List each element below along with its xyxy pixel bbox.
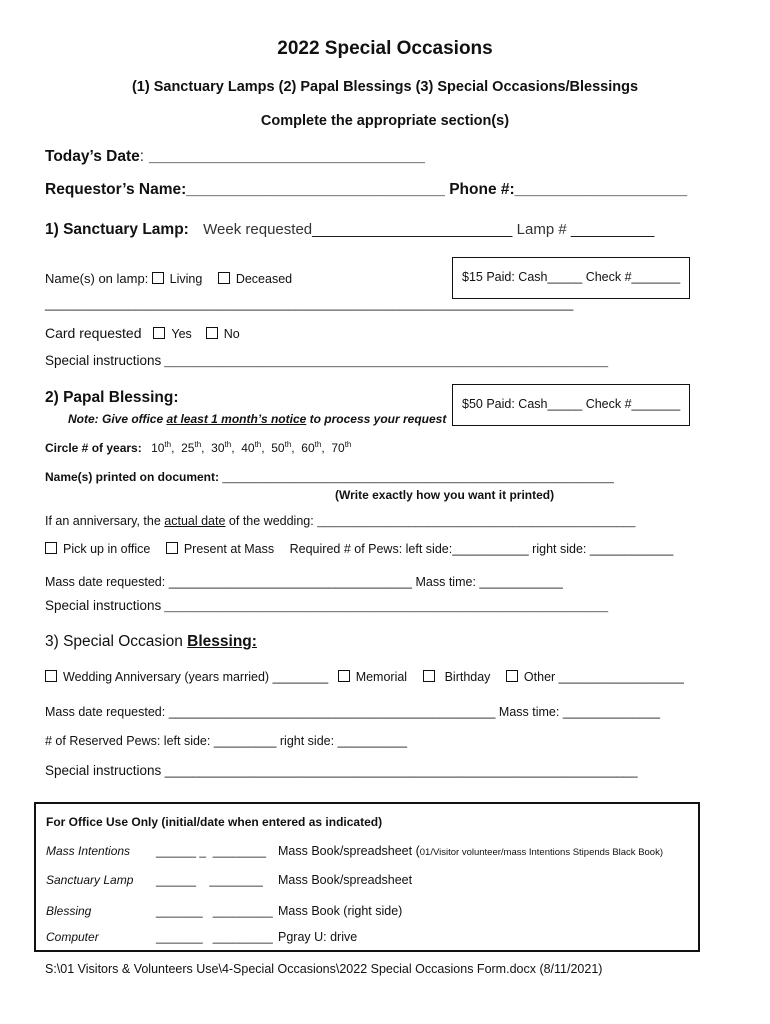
year-option[interactable]: 60: [301, 441, 315, 455]
card-yes-checkbox[interactable]: [153, 327, 165, 339]
lamp-names-field[interactable]: ____________________________________________________________________________: [45, 297, 574, 311]
printed-name-label: Name(s) printed on document:: [45, 470, 223, 484]
years-row: [45, 440, 351, 455]
occasion-row: [45, 670, 684, 684]
pews-left-field[interactable]: ___________: [452, 542, 529, 556]
year-suffix: th: [194, 440, 202, 449]
card-yes-label: Yes: [171, 327, 192, 341]
deceased-checkbox[interactable]: [218, 272, 230, 284]
office-row-desc: Mass Book/spreadsheet (: [278, 844, 420, 858]
other-field[interactable]: __________________: [558, 670, 684, 684]
card-requested-row: [45, 325, 240, 341]
year-suffix: th: [254, 440, 262, 449]
year-option[interactable]: 50: [271, 441, 285, 455]
requestor-row: [45, 181, 687, 199]
section2-heading: 2) Papal Blessing:: [45, 389, 179, 406]
todays-date-label: Today’s Date: [45, 148, 140, 165]
section3-mass-row: Mass date requested: _______________________________________________ Mass time: ______________: [45, 705, 661, 719]
year-suffix: th: [224, 440, 232, 449]
phone-label: Phone #:: [444, 181, 515, 198]
requestor-name-label: Requestor’s Name:: [45, 181, 187, 198]
names-on-lamp-label: Name(s) on lamp: [45, 271, 145, 286]
section2-special-field[interactable]: ____________________________________________________________________________: [161, 601, 609, 613]
section1-special-field[interactable]: ____________________________________________________________________________: [161, 356, 609, 368]
office-row: [46, 842, 686, 860]
section3-heading: 3) Special Occasion Blessing:: [45, 633, 257, 650]
week-requested-field[interactable]: ________________________: [312, 221, 513, 238]
office-row: [46, 871, 686, 889]
memorial-label: Memorial: [355, 670, 408, 684]
delivery-row: Pick up in office Present at Mass Required # of Pews: left side:___________ right side: ____________: [45, 542, 673, 556]
blessing-payment-text: $50 Paid: Cash_____ Check #_______: [462, 397, 681, 411]
year-option[interactable]: 70: [331, 441, 345, 455]
card-requested-label: Card requested: [45, 325, 142, 341]
printed-name-field[interactable]: ________________________________________________________________: [222, 472, 614, 484]
notice-note: Note: Give office at least 1 month’s notice to process your request: [68, 412, 447, 426]
office-row: [46, 928, 686, 946]
week-requested-label: Week requested: [203, 221, 313, 238]
office-row-label: Mass Intentions: [46, 844, 131, 858]
section1-special-row: [45, 353, 608, 368]
year-option[interactable]: 10: [151, 441, 165, 455]
office-row-blanks[interactable]: _______ _________: [156, 930, 273, 944]
printed-name-row: [45, 470, 614, 484]
section2-mass-row: Mass date requested: ___________________________________ Mass time: ____________: [45, 575, 563, 589]
years-options: 10th, 25th, 30th, 40th, 50th, 60th, 70th: [151, 440, 352, 455]
instruction: Complete the appropriate section(s): [260, 113, 510, 129]
birthday-checkbox[interactable]: [423, 670, 435, 682]
year-option[interactable]: 30: [211, 441, 225, 455]
office-row-label: Blessing: [46, 904, 92, 918]
section3-special-label: Special instructions: [45, 763, 162, 778]
card-no-checkbox[interactable]: [206, 327, 218, 339]
office-row-label: Computer: [46, 930, 99, 944]
page-title: 2022 Special Occasions: [277, 38, 493, 59]
office-row-desc-note: 01/Visitor volunteer/mass Intentions Stipends Black Book): [419, 847, 664, 858]
section1-heading-row: [45, 221, 654, 239]
lamp-payment-box: [452, 257, 690, 299]
section1-heading: 1) Sanctuary Lamp:: [45, 221, 189, 238]
other-label: Other: [523, 670, 559, 684]
year-suffix: th: [164, 440, 172, 449]
living-label: Living: [169, 272, 203, 286]
section3-mass-time-field[interactable]: ______________: [562, 705, 661, 719]
anniversary-date-field[interactable]: ____________________________________________________: [317, 516, 636, 528]
year-suffix: th: [284, 440, 292, 449]
section2-mass-time-field[interactable]: ____________: [479, 575, 563, 589]
section3-special-row: [45, 763, 638, 778]
blessing-payment-box: [452, 384, 690, 426]
card-no-label: No: [223, 327, 240, 341]
lamp-payment-text: $15 Paid: Cash_____ Check #_______: [462, 270, 681, 284]
phone-field[interactable]: ____________________: [514, 181, 688, 198]
section3-pews-right-field[interactable]: __________: [337, 734, 408, 748]
wedding-label: Wedding Anniversary (years married): [63, 670, 273, 684]
office-row-blanks[interactable]: ______ _ ________: [156, 844, 267, 858]
office-heading: For Office Use Only (initial/date when entered as indicated): [46, 815, 383, 829]
footer-path: S:\01 Visitors & Volunteers Use\4-Special Occasions\2022 Special Occasions Form.docx (8/11/2021): [45, 962, 603, 976]
office-row-label: Sanctuary Lamp: [46, 873, 134, 887]
lamp-number-label: Lamp #: [516, 221, 571, 238]
names-on-lamp-row: Name(s) on lamp: Living Deceased: [45, 271, 293, 286]
year-option[interactable]: 40: [241, 441, 255, 455]
anniversary-row: If an anniversary, the actual date of the wedding: ____________________________________________________: [45, 514, 636, 528]
office-row-desc: Mass Book (right side): [278, 904, 403, 918]
section2-special-label: Special instructions: [45, 598, 162, 613]
present-checkbox[interactable]: [166, 542, 178, 554]
subtitle: (1) Sanctuary Lamps (2) Papal Blessings (3) Special Occasions/Blessings: [131, 79, 639, 95]
pickup-label: Pick up in office: [63, 542, 151, 556]
office-row-desc: Mass Book/spreadsheet: [278, 873, 413, 887]
section3-pews-left-field[interactable]: _________: [213, 734, 277, 748]
wedding-checkbox[interactable]: [45, 670, 57, 682]
section2-special-row: [45, 598, 608, 613]
office-row-desc: Pgray U: drive: [278, 930, 358, 944]
living-checkbox[interactable]: [152, 272, 164, 284]
pickup-checkbox[interactable]: [45, 542, 57, 554]
pews-label: Required # of Pews: left side:: [289, 542, 453, 556]
present-label: Present at Mass: [183, 542, 275, 556]
office-row: [46, 902, 686, 920]
years-label: Circle # of years:: [45, 441, 142, 455]
section1-special-label: Special instructions: [45, 353, 162, 368]
section3-special-field[interactable]: ____________________________________________________________________: [161, 764, 638, 778]
office-row-blanks[interactable]: _______ _________: [156, 904, 273, 918]
section3-pews-row: # of Reserved Pews: left side: _________ right side: __________: [45, 734, 408, 748]
office-use-box: [34, 802, 700, 952]
lamp-number-field[interactable]: __________: [570, 221, 655, 238]
year-suffix: th: [314, 440, 322, 449]
section2-mass-date-field[interactable]: ___________________________________: [168, 575, 413, 589]
memorial-checkbox[interactable]: [338, 670, 350, 682]
birthday-label: Birthday: [444, 670, 491, 684]
deceased-label: Deceased: [235, 272, 293, 286]
todays-date-row: Today’s Date: ________________________________: [45, 148, 425, 165]
other-checkbox[interactable]: [506, 670, 518, 682]
year-option[interactable]: 25: [181, 441, 195, 455]
section3-mass-date-field[interactable]: _______________________________________________: [168, 705, 496, 719]
wedding-years-field[interactable]: ________: [272, 670, 329, 684]
todays-date-field[interactable]: ________________________________: [148, 148, 425, 165]
write-note: (Write exactly how you want it printed): [335, 488, 555, 502]
pews-right-field[interactable]: ____________: [589, 542, 674, 556]
requestor-name-field[interactable]: ______________________________: [186, 181, 445, 198]
year-suffix: th: [344, 440, 352, 449]
office-row-blanks[interactable]: ______ ________: [156, 873, 263, 887]
